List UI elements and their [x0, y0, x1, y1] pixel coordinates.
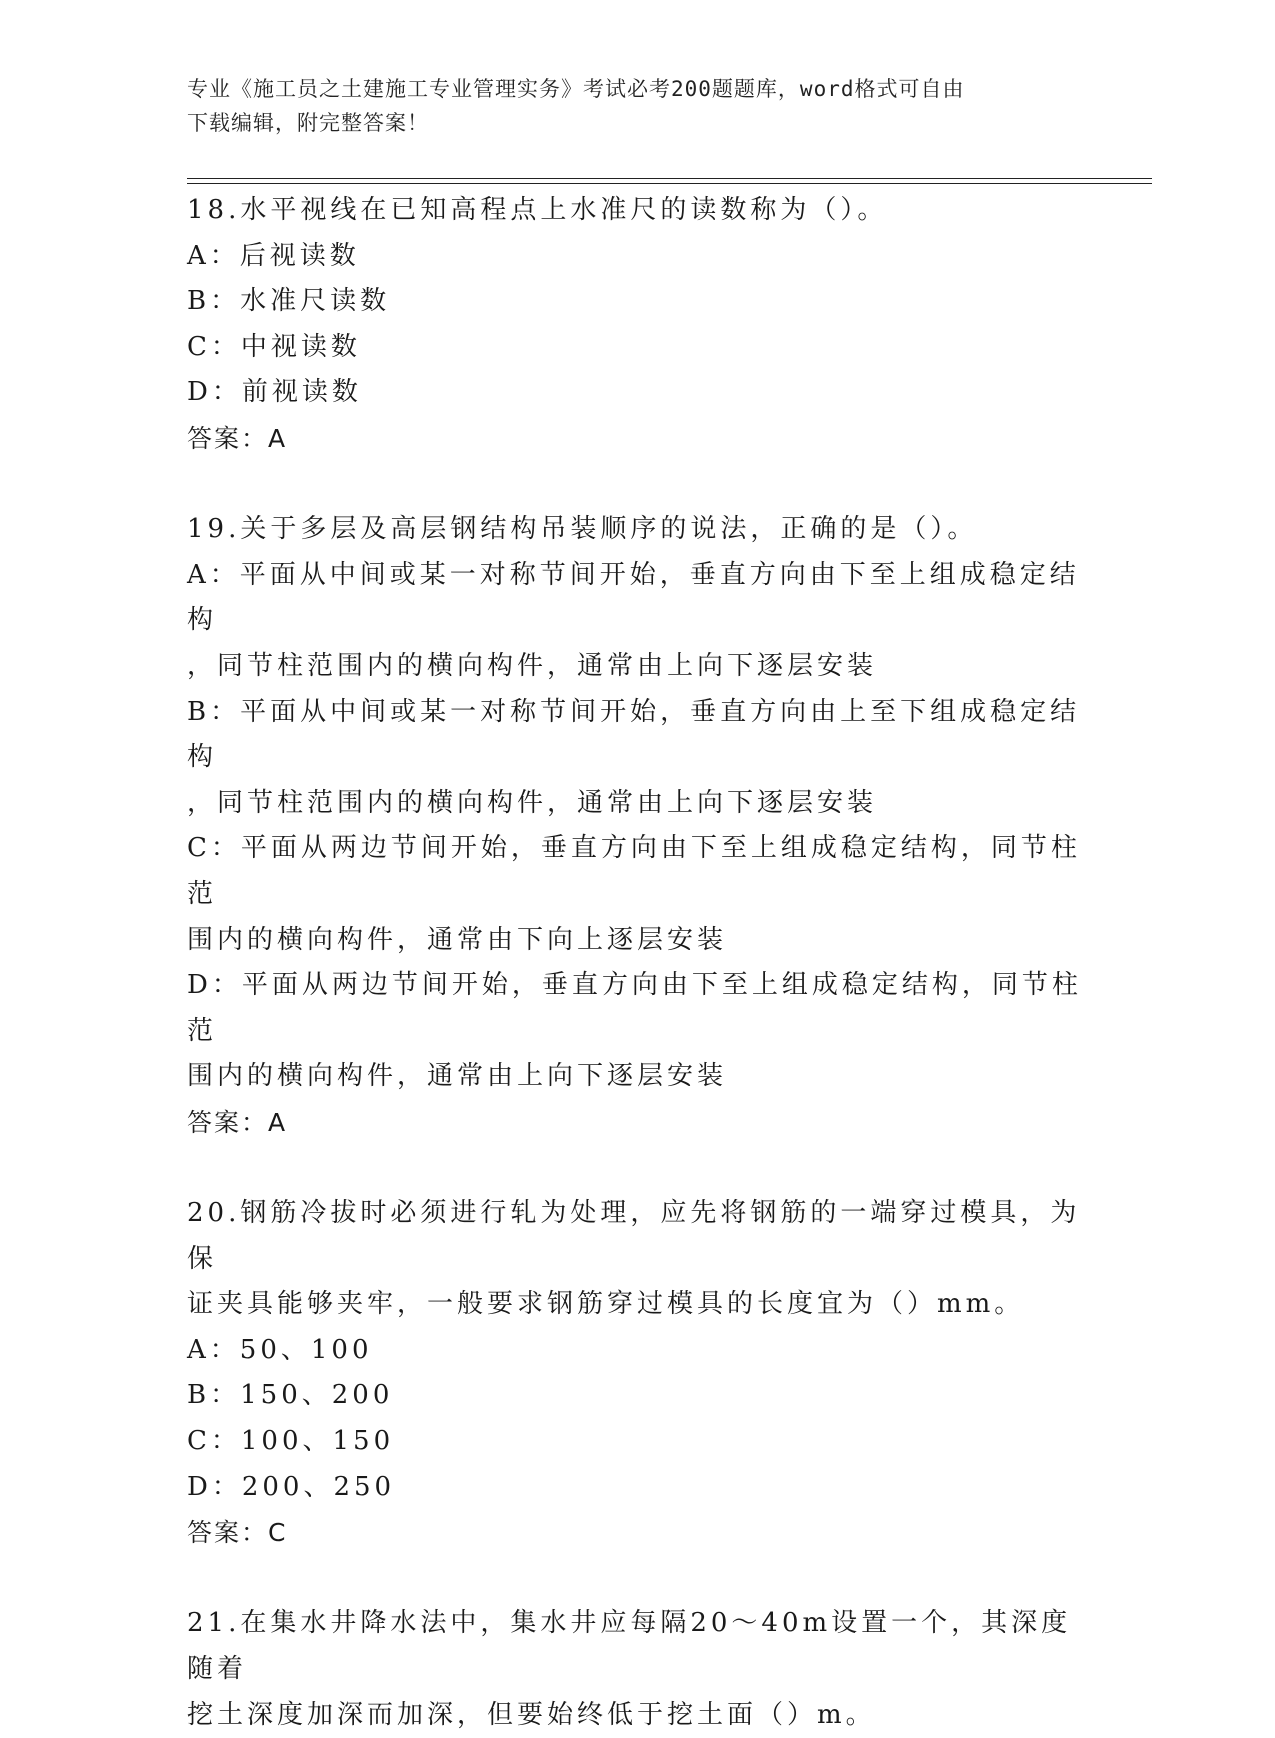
answer: 答案：A: [187, 1107, 288, 1137]
answer: 答案：C: [187, 1518, 288, 1548]
header-line-2: 下载编辑，附完整答案！: [187, 111, 429, 135]
option-b: [187, 690, 1087, 827]
option-d-line-2: 围内的横向构件，通常由上向下逐层安装: [187, 1061, 728, 1092]
header-line-1: 专业《施工员之土建施工专业管理实务》考试必考200题题库，word格式可自由: [187, 77, 965, 101]
option-c: C：100、150: [187, 1426, 395, 1457]
answer: 答案：A: [187, 423, 288, 453]
option-b-line-2: ，同节柱范围内的横向构件，通常由上向下逐层安装: [187, 787, 878, 818]
option-d: D：200、250: [187, 1471, 396, 1502]
option-d: [187, 963, 1087, 1100]
option-a: A：50、100: [187, 1334, 373, 1365]
option-a: A：后视读数: [187, 240, 360, 271]
question-stem: 18.水平视线在已知高程点上水准尺的读数称为（）。: [187, 195, 888, 225]
question-spacer: [187, 462, 1087, 508]
header-divider-bottom: [187, 183, 1152, 184]
question-stem-line-1: 20.钢筋冷拔时必须进行轧为处理，应先将钢筋的一端穿过模具，为保: [187, 1198, 1081, 1274]
question-stem: [187, 1601, 1087, 1738]
option-b: B：水准尺读数: [187, 286, 391, 317]
option-c-line-2: 围内的横向构件，通常由下向上逐层安装: [187, 924, 728, 955]
question-stem-line-2: 证夹具能够夹牢，一般要求钢筋穿过模具的长度宜为（）mm。: [187, 1289, 1025, 1320]
question-stem-line-1: 21.在集水井降水法中，集水井应每隔20～40m设置一个，其深度随着: [187, 1608, 1072, 1684]
question-stem: [187, 1191, 1087, 1328]
option-c: C：中视读数: [187, 331, 361, 362]
question-21: [187, 1601, 1087, 1738]
header-divider-top: [187, 178, 1152, 179]
option-a-line-1: A：平面从中间或某一对称节间开始，垂直方向由下至上组成稳定结构: [187, 559, 1080, 636]
question-18: [187, 188, 1087, 462]
question-list: [187, 188, 1087, 1738]
option-c: [187, 826, 1087, 963]
question-20: [187, 1191, 1087, 1556]
option-c-line-1: C：平面从两边节间开始，垂直方向由下至上组成稳定结构，同节柱范: [187, 833, 1081, 909]
question-stem: 19.关于多层及高层钢结构吊装顺序的说法，正确的是（）。: [187, 514, 978, 545]
option-d-line-1: D：平面从两边节间开始，垂直方向由下至上组成稳定结构，同节柱范: [187, 970, 1082, 1046]
option-a-line-2: ，同节柱范围内的横向构件，通常由上向下逐层安装: [187, 650, 878, 681]
document-header: [187, 72, 1067, 140]
question-spacer: [187, 1145, 1087, 1191]
question-19: [187, 507, 1087, 1145]
question-stem-line-2: 挖土深度加深而加深，但要始终低于挖土面（）m。: [187, 1699, 876, 1730]
option-a: [187, 553, 1087, 690]
option-d: D：前视读数: [187, 377, 362, 408]
option-b-line-1: B：平面从中间或某一对称节间开始，垂直方向由上至下组成稳定结构: [187, 696, 1081, 773]
option-b: B：150、200: [187, 1380, 394, 1411]
question-spacer: [187, 1556, 1087, 1602]
